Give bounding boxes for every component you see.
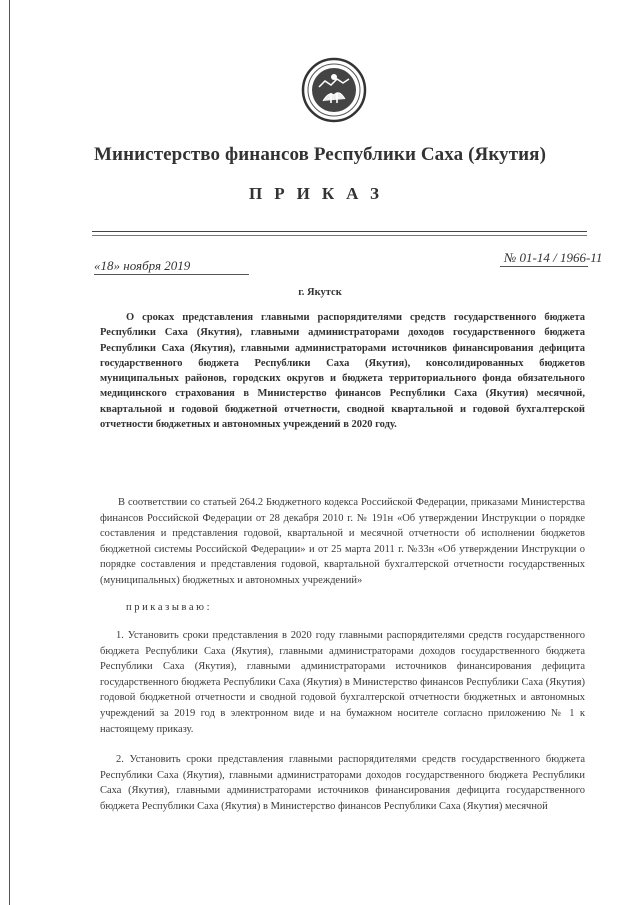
preamble-paragraph: В соответствии со статьей 264.2 Бюджетного кодекса Российской Федерации, приказами Министерства финансов Российской Федерации от 28 декабря 2010 г. № 191н «Об утверждении Инструкции о порядке составления и представления годовой, квартальной и месячной отчетности об исполнении бюджетов бюджетной системы Российской Федерации» и от 25 марта 2011 г. №33н «Об утверждении Инструкции о порядке составления и представления годовой, квартальной бухгалтерской отчетности государственных (муниципальных) бюджетных и автономных учреждений»	[100, 497, 585, 586]
header-divider	[92, 231, 587, 232]
date-underline	[94, 274, 249, 275]
order-number-underline	[500, 266, 588, 267]
document-type-title: ПРИКАЗ	[249, 184, 391, 203]
order-item-2: 2. Установить сроки представления главными распорядителями средств государственного бюджета Республики Саха (Якутия), главными администраторами доходов государственного бюджета Республики Саха (Якутия), главными администраторами источников финансирования дефицита государственного бюджета Республики Саха (Якутия) в Министерство финансов Республики Саха (Якутия) месячной	[100, 754, 585, 812]
header-divider-secondary	[92, 235, 587, 236]
coat-of-arms-icon	[301, 57, 367, 123]
order-date: «18» ноября 2019	[94, 258, 191, 273]
order-subject: О сроках представления главными распорядителями средств государственного бюджета Республики Саха (Якутия), главными администраторами доходов государственного бюджета Республики Саха (Якутия), главными администраторами источников финансирования дефицита государственного бюджета Республики Саха (Якутия), консолидированных бюджетов муниципальных районов, городских округов и бюджета территориального фонда обязательного медицинского страхования в Министерство финансов Республики Саха (Якутия) месячной, квартальной и годовой бюджетной отчетности, сводной квартальной и годовой бухгалтерской отчетности бюджетных и автономных учреждений в 2020 году.	[100, 312, 585, 431]
order-number: № 01-14 / 1966-11	[504, 250, 603, 265]
prikazyvayu-label: приказываю:	[126, 602, 213, 613]
page-edge-line	[9, 0, 10, 905]
order-item-1: 1. Установить сроки представления в 2020 году главными распорядителями средств государственного бюджета Республики Саха (Якутия), главными администраторами доходов государственного бюджета Республики Саха (Якутия), главными администраторами источников финансирования дефицита государственного бюджета Республики Саха (Якутия) в Министерство финансов Республики Саха (Якутия) годовой бюджетной отчетности и сводной годовой бухгалтерской отчетности бюджетных и автономных учреждений за 2019 год в электронном виде и на бумажном носителе согласно приложению № 1 к настоящему приказу.	[100, 630, 585, 735]
ministry-title: Министерство финансов Республики Саха (Якутия)	[93, 144, 546, 165]
city-label: г. Якутск	[298, 287, 342, 298]
